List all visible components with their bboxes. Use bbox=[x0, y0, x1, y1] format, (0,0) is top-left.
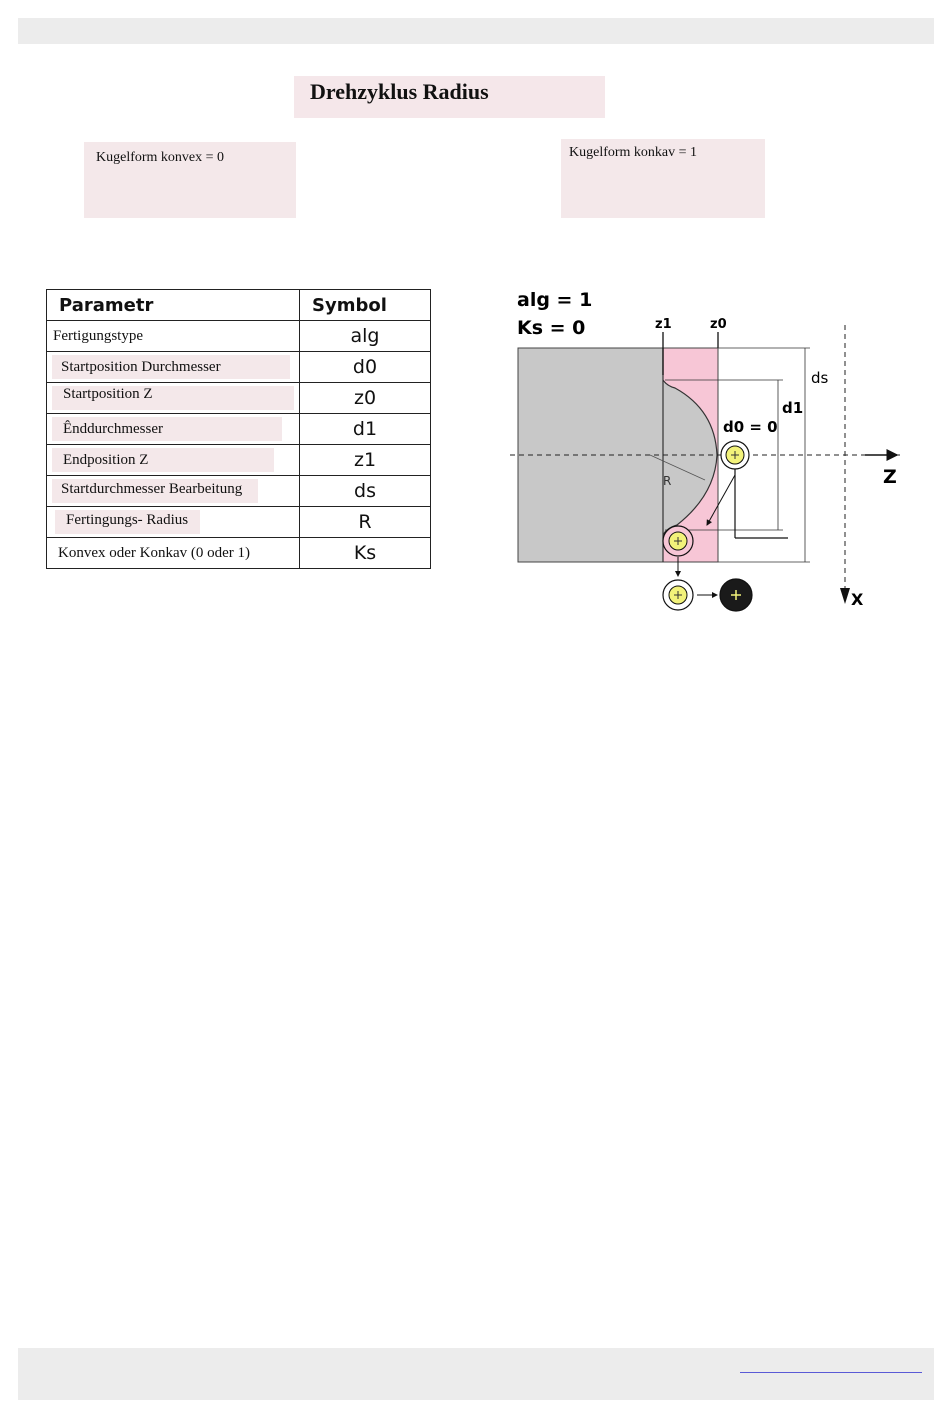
param-startdurchmesser-bearbeitung: Startdurchmesser Bearbeitung bbox=[61, 480, 243, 497]
bottom-bar bbox=[18, 1348, 934, 1400]
note-konvex bbox=[84, 142, 296, 218]
symbol-alg: alg bbox=[300, 321, 431, 352]
title-box bbox=[294, 76, 605, 118]
param-cell bbox=[47, 507, 300, 538]
x-axis-arrowhead bbox=[840, 588, 850, 604]
z-axis-label: Z bbox=[883, 466, 897, 488]
param-cell bbox=[47, 538, 300, 569]
symbol-ks: Ks bbox=[300, 538, 431, 569]
param-konvex-oder-konkav: Konvex oder Konkav (0 oder 1) bbox=[58, 544, 251, 561]
symbol-z1: z1 bbox=[300, 445, 431, 476]
parameter-table bbox=[46, 289, 431, 569]
param-cell bbox=[47, 352, 300, 383]
d0-label: d0 = 0 bbox=[723, 418, 778, 436]
param-startposition-z: Startposition Z bbox=[63, 385, 153, 402]
note-konvex-text: Kugelform konvex = 0 bbox=[96, 150, 225, 165]
table-header-row bbox=[47, 290, 431, 321]
tool-home bbox=[720, 579, 752, 611]
symbol-d0: d0 bbox=[300, 352, 431, 383]
page-title: Drehzyklus Radius bbox=[310, 79, 489, 104]
symbol-z0: z0 bbox=[300, 383, 431, 414]
param-cell bbox=[47, 445, 300, 476]
tool-retract bbox=[663, 580, 693, 610]
param-fertingungs-radius: Fertingungs- Radius bbox=[66, 511, 189, 528]
param-enddurchmesser: Ênddurchmesser bbox=[63, 420, 163, 437]
ds-label: ds bbox=[811, 369, 829, 387]
table-row bbox=[47, 352, 431, 383]
param-cell bbox=[47, 321, 300, 352]
table-row bbox=[47, 538, 431, 569]
header-parametr: Parametr bbox=[47, 290, 300, 321]
top-bar bbox=[18, 18, 934, 44]
ks-label: Ks = 0 bbox=[517, 317, 586, 339]
param-cell bbox=[47, 414, 300, 445]
alg-label: alg = 1 bbox=[517, 289, 593, 311]
tool-end bbox=[663, 526, 693, 556]
symbol-r: R bbox=[300, 507, 431, 538]
symbol-ds: ds bbox=[300, 476, 431, 507]
param-fertigungstype: Fertigungstype bbox=[53, 327, 143, 344]
table-row bbox=[47, 476, 431, 507]
table-row bbox=[47, 321, 431, 352]
r-label: R bbox=[663, 474, 672, 488]
note-konkav bbox=[561, 139, 765, 218]
param-cell bbox=[47, 383, 300, 414]
table-row bbox=[47, 445, 431, 476]
param-endposition-z: Endposition Z bbox=[63, 451, 149, 468]
param-startposition-durchmesser: Startposition Durchmesser bbox=[61, 358, 221, 375]
table-row bbox=[47, 414, 431, 445]
param-cell bbox=[47, 476, 300, 507]
note-konkav-text: Kugelform konkav = 1 bbox=[569, 145, 698, 160]
tool-start bbox=[721, 441, 749, 469]
d1-label: d1 bbox=[782, 399, 804, 417]
x-axis-label: X bbox=[851, 590, 864, 609]
footer-link[interactable] bbox=[740, 1372, 922, 1373]
z0-label: z0 bbox=[710, 317, 727, 332]
symbol-d1: d1 bbox=[300, 414, 431, 445]
z1-label: z1 bbox=[655, 317, 672, 332]
diagram-svg bbox=[505, 280, 925, 620]
table-row bbox=[47, 507, 431, 538]
radius-diagram bbox=[505, 280, 925, 625]
table-row bbox=[47, 383, 431, 414]
header-symbol: Symbol bbox=[300, 290, 431, 321]
